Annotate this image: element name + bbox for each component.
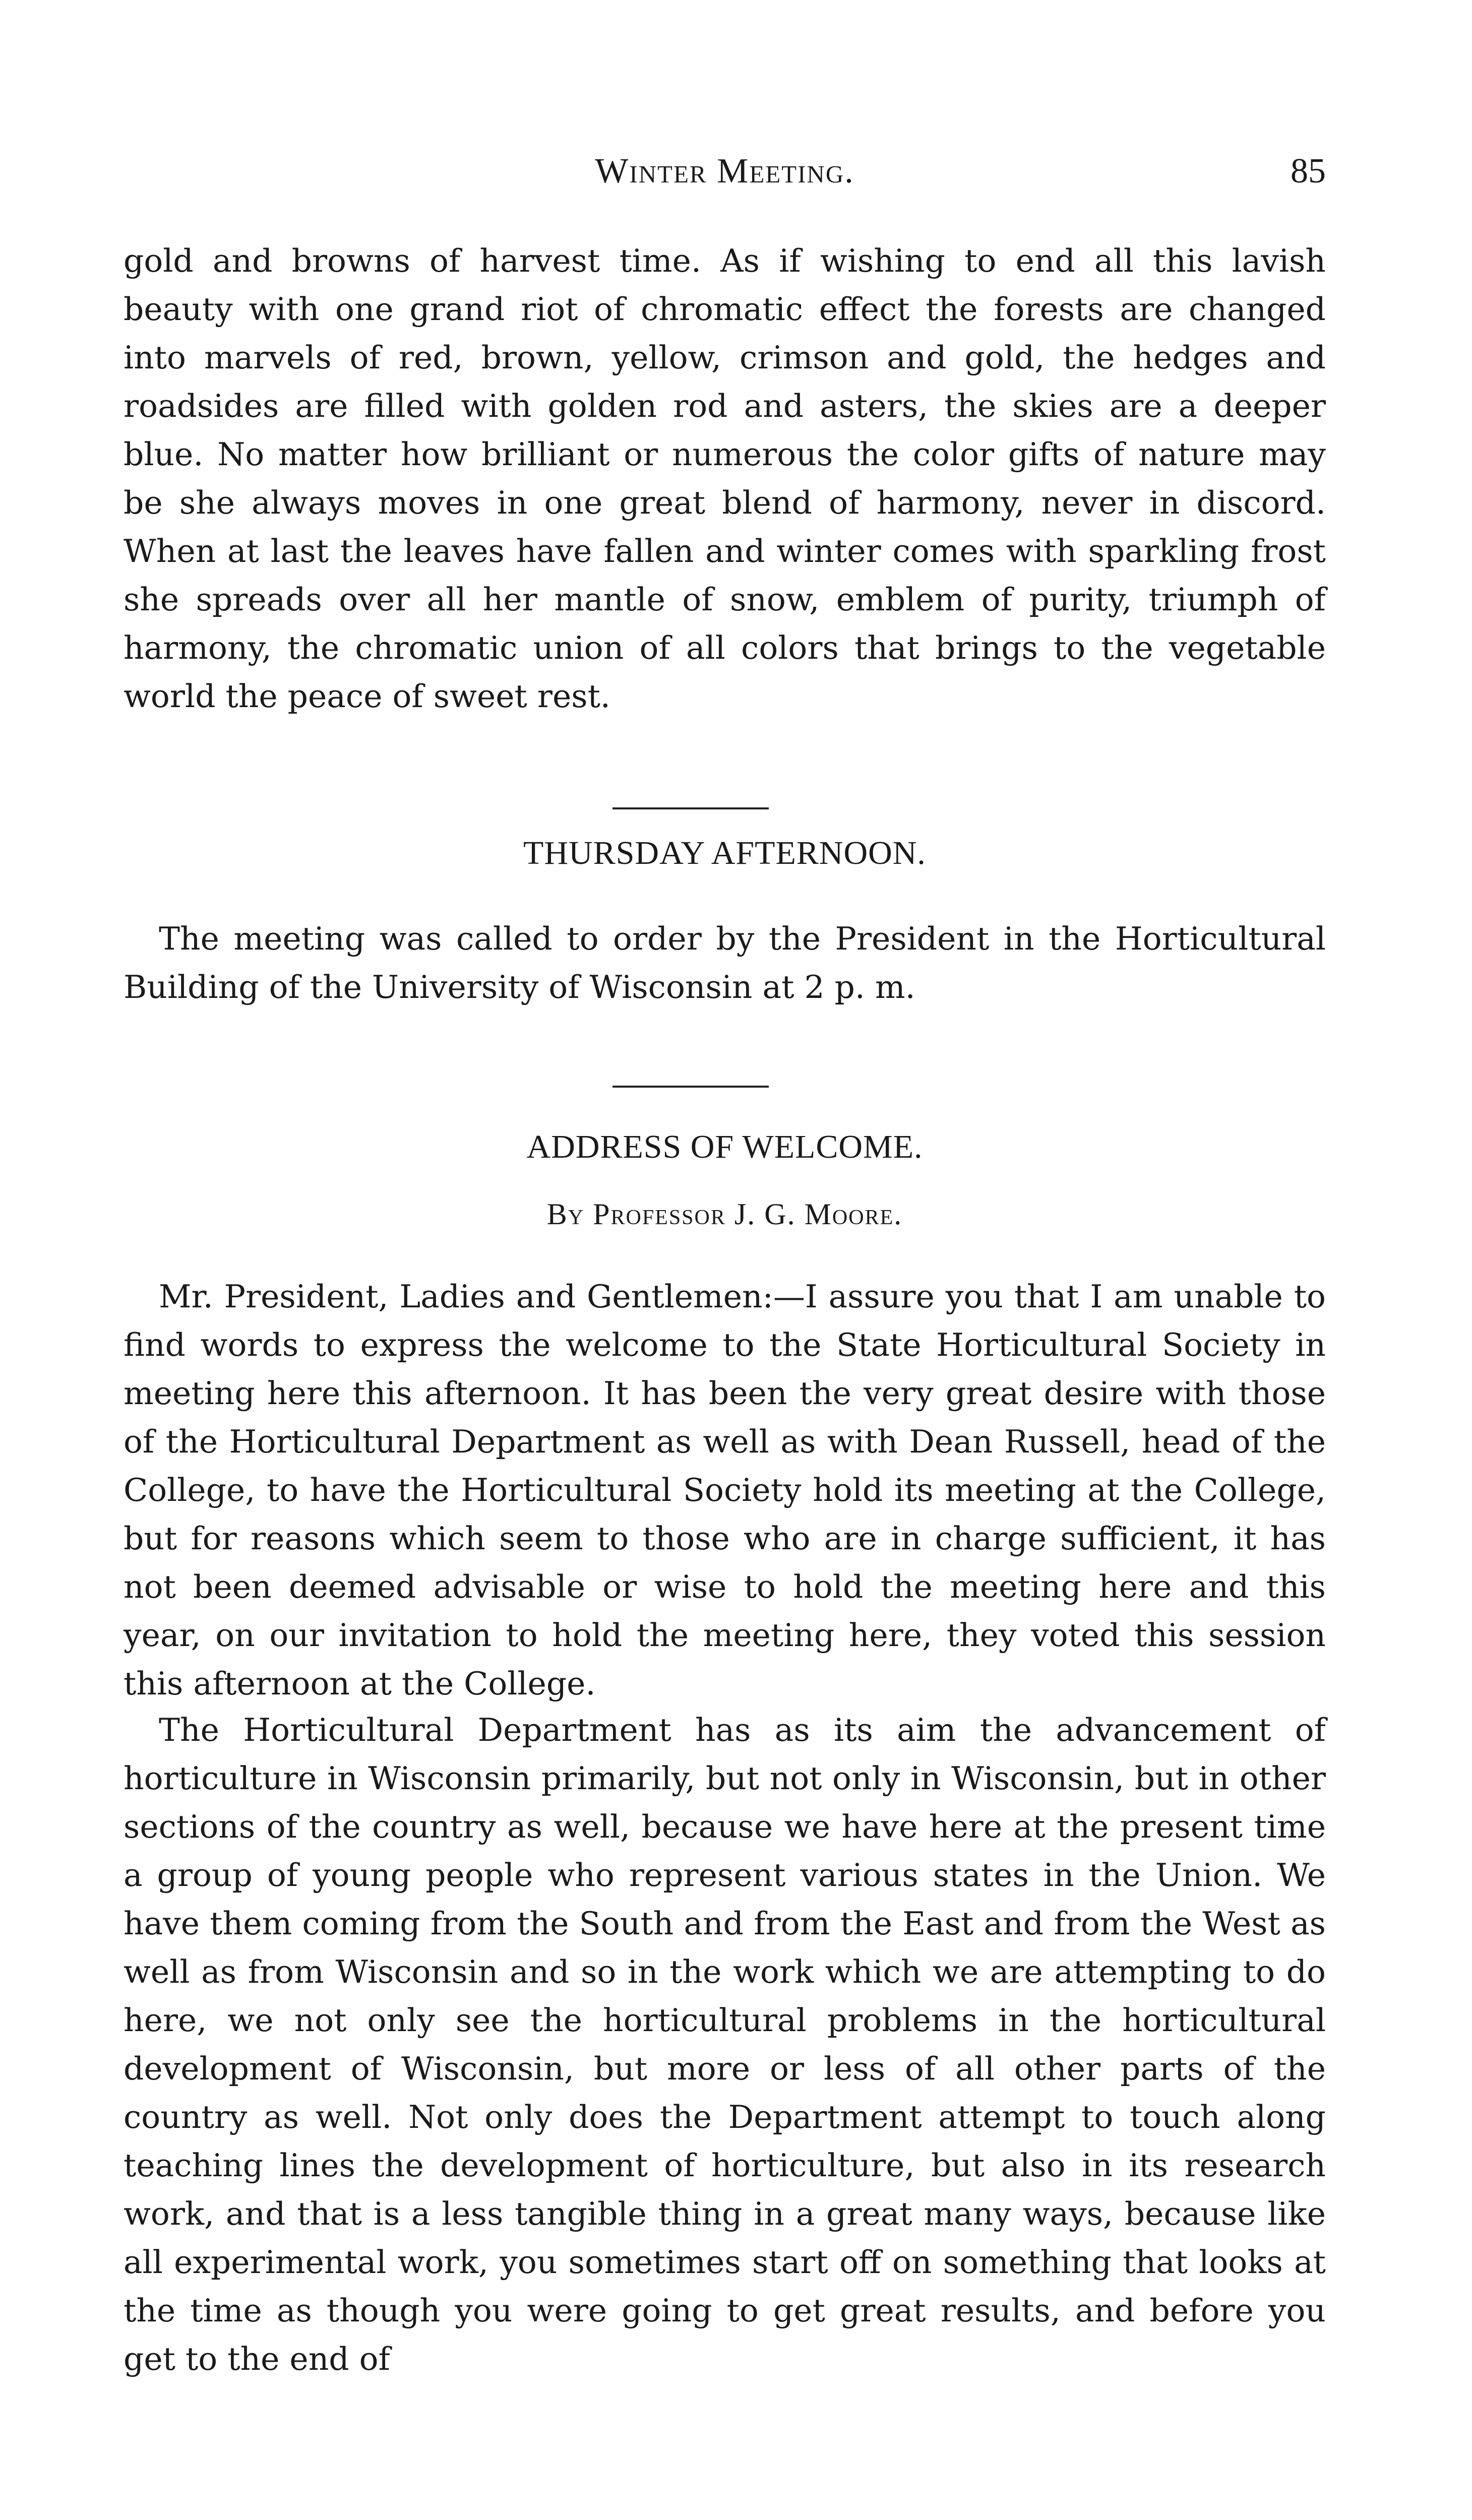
section-divider [612, 1086, 769, 1088]
page-number: 85 [1291, 152, 1326, 191]
running-head: Winter Meeting. [595, 152, 854, 191]
continuation-paragraph: gold and browns of harvest time. As if wishing to end all this lavish beauty with one grand riot of chromatic effect the forests are changed into marvels of red, brown, yellow, crimson and gold, the hedges and roadsides are filled with golden rod and asters, the skies are a deeper blue. No matter how brilliant or numerous the color gifts of nature may be she always moves in one great blend of harmony, never in discord. When at last the leaves have fallen and winter comes with sparkling frost she spreads over all her mantle of snow, emblem of purity, triumph of harmony, the chromatic union of all colors that brings to the vegetable world the peace of sweet rest. [124, 242, 1326, 715]
section-heading-thursday-afternoon: THURSDAY AFTERNOON. [523, 835, 926, 871]
byline: By Professor J. G. Moore. [546, 1198, 903, 1231]
welcome-paragraph-2: The Horticultural Department has as its aim the advancement of horticulture in Wisconsin primarily, but not only in Wisconsin, but in other sections of the country as well, because we have here at the present time a group of young people who represent various states in the Union. We have them coming from the South and from the East and from the West as well as from Wisconsin and so in the work which we are attempting to do here, we not only see the horticultural problems in the horticultural development of Wisconsin, but more or less of all other parts of the country as well. Not only does the Department attempt to touch along teaching lines the development of horticulture, but also in its research work, and that is a less tangible thing in a great many ways, because like all experimental work, you sometimes start off on something that looks at the time as though you were going to get great results, and before you get to the end of [124, 1712, 1326, 2377]
page-header [124, 151, 1326, 197]
thursday-paragraph: The meeting was called to order by the President in the Horticultural Building of the University of Wisconsin at 2 p. m. [124, 920, 1326, 1005]
welcome-paragraph-1: Mr. President, Ladies and Gentlemen:—I assure you that I am unable to find words to express the welcome to the State Horticultural Society in meeting here this afternoon. It has been the very great desire with those of the Horticultural Department as well as with Dean Russell, head of the College, to have the Horticultural Society hold its meeting at the College, but for reasons which seem to those who are in charge sufficient, it has not been deemed advisable or wise to hold the meeting here and this year, on our invitation to hold the meeting here, they voted this session this afternoon at the College. [124, 1278, 1326, 1702]
section-divider [612, 807, 769, 809]
section-heading-address-of-welcome: ADDRESS OF WELCOME. [526, 1128, 923, 1165]
